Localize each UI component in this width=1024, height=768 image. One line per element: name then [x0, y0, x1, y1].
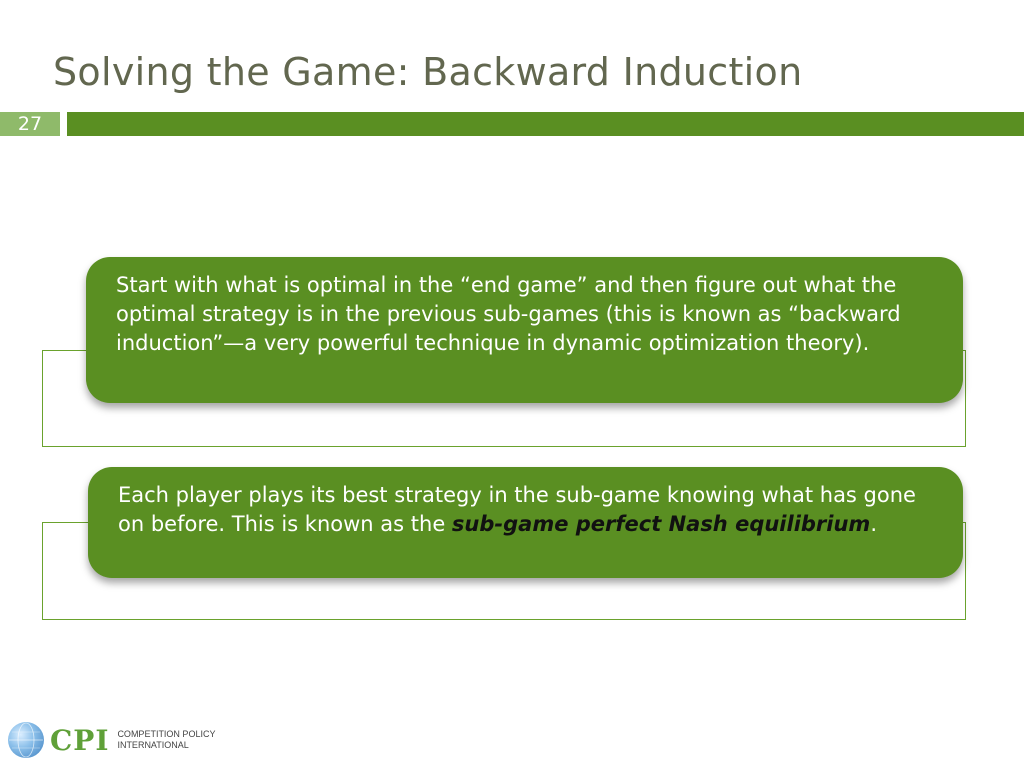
content-card-2	[88, 467, 963, 578]
logo-text	[117, 729, 215, 751]
card-2-emphasis: sub-game perfect Nash equilibrium	[451, 512, 871, 536]
logo-line-1: COMPETITION POLICY	[117, 729, 216, 739]
header-bar	[67, 112, 1024, 136]
card-2-text-end: .	[870, 512, 877, 536]
card-2-text: Each player plays its best strategy in the sub-game knowing what has gone on before. This is known as the	[118, 483, 916, 536]
content-card-1	[86, 257, 963, 403]
slide-number: 27	[0, 112, 60, 136]
cpi-logo	[8, 720, 215, 760]
slide-title: Solving the Game: Backward Induction	[53, 50, 803, 94]
logo-letters: CPI	[50, 723, 110, 757]
globe-icon	[8, 722, 44, 758]
logo-line-2: INTERNATIONAL	[117, 740, 189, 750]
card-1-text: Start with what is optimal in the “end game” and then figure out what the optimal strategy is in the previous sub-games (this is known as “backward induction”—a very powerful technique in dynamic optimization theory).	[116, 273, 901, 355]
